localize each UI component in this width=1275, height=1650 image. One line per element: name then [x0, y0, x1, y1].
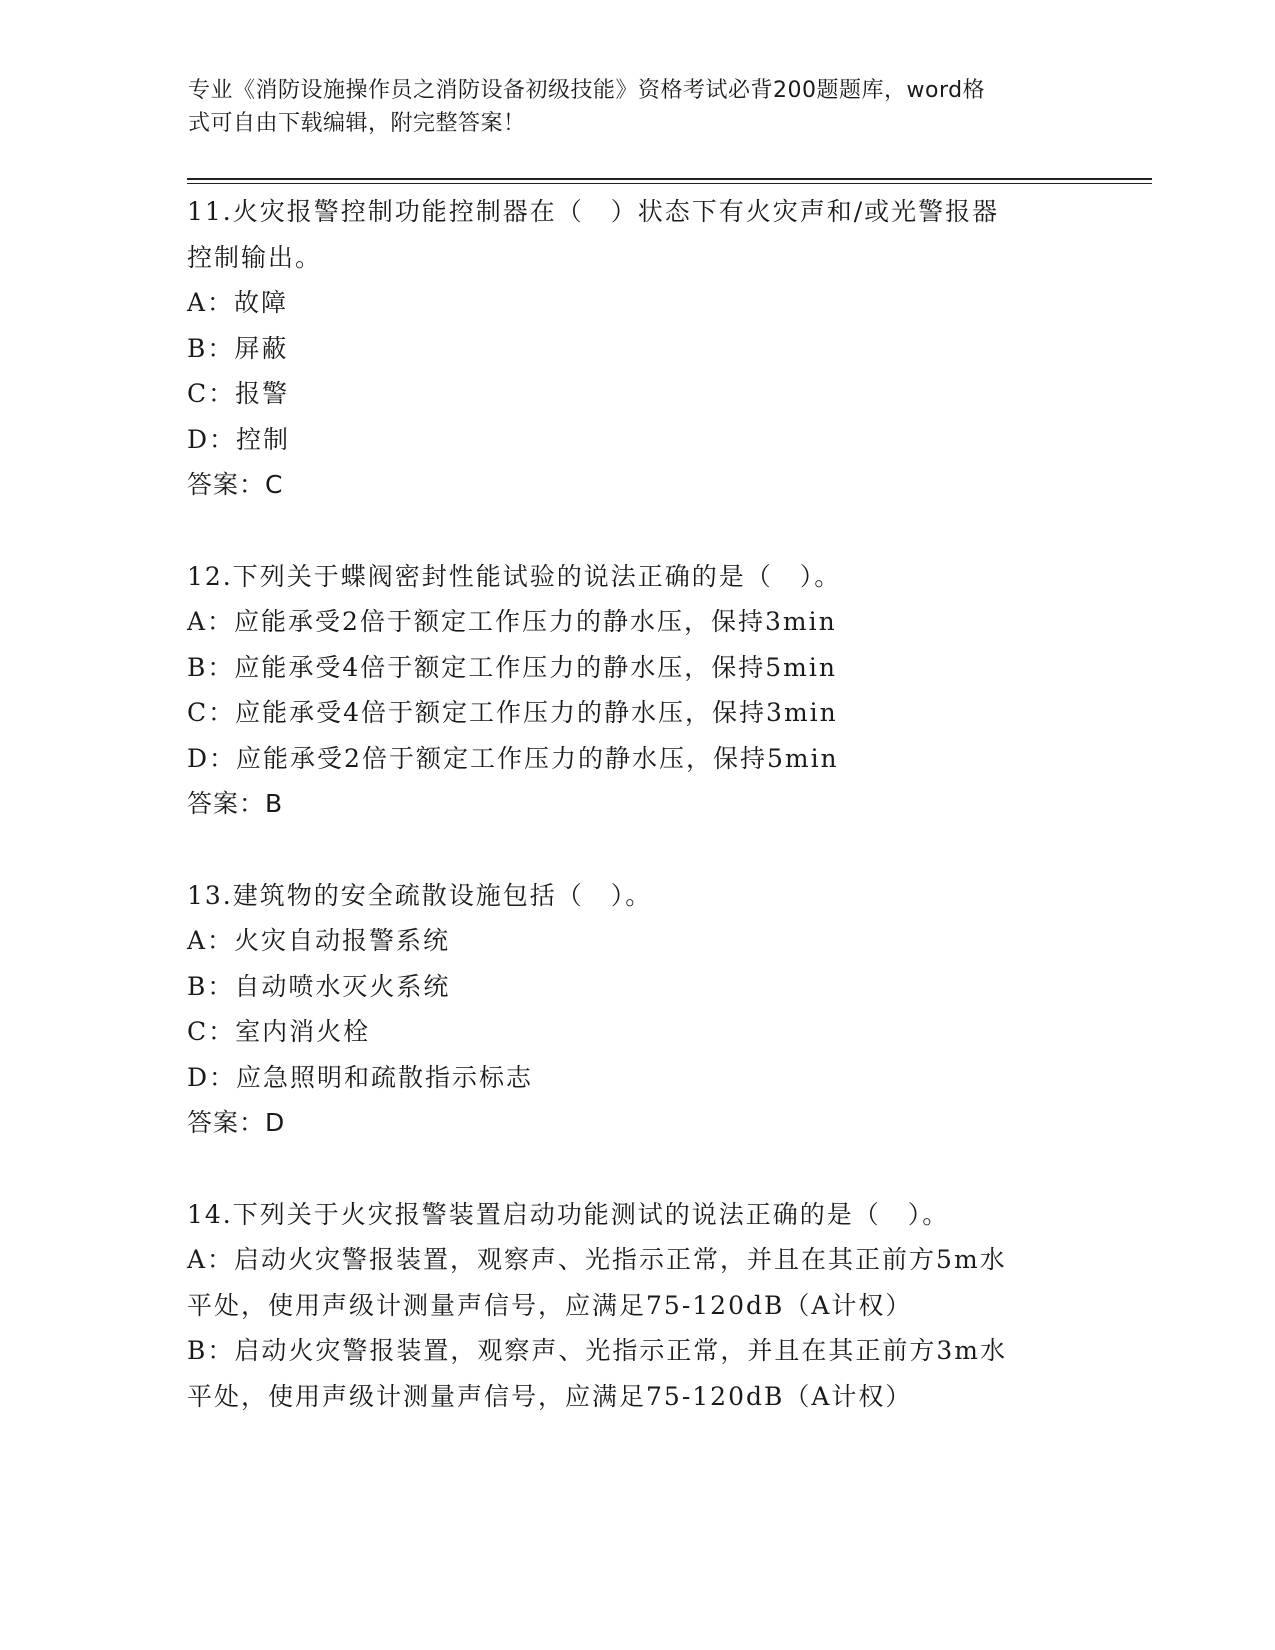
header-divider-thin — [187, 183, 1152, 184]
question-12 — [187, 554, 1067, 827]
option-a: A：故障 — [187, 288, 289, 317]
question-list — [187, 189, 1067, 1465]
question-13 — [187, 873, 1067, 1146]
question-stem: 14.下列关于火灾报警装置启动功能测试的说法正确的是（ ）。 — [187, 1199, 950, 1229]
question-14 — [187, 1192, 1067, 1420]
option-d: D：控制 — [187, 424, 291, 454]
option-a: A：火灾自动报警系统 — [187, 926, 451, 955]
option-a-continued: 平处，使用声级计测量声信号，应满足75-120dB（A计权） — [187, 1290, 913, 1320]
question-stem: 13.建筑物的安全疏散设施包括（ ）。 — [187, 880, 653, 910]
option-a: A：应能承受2倍于额定工作压力的静水压，保持3min — [187, 607, 837, 636]
option-a: A：启动火灾警报装置，观察声、光指示正常，并且在其正前方5m水 — [187, 1245, 1007, 1274]
option-d: D：应急照明和疏散指示标志 — [187, 1062, 534, 1092]
option-c: C：应能承受4倍于额定工作压力的静水压，保持3min — [187, 698, 838, 727]
header-divider-thick — [187, 178, 1152, 180]
option-d: D：应能承受2倍于额定工作压力的静水压，保持5min — [187, 743, 839, 773]
question-stem: 11.火灾报警控制功能控制器在（ ）状态下有火灾声和/或光警报器 — [187, 197, 1000, 226]
document-header — [188, 74, 1068, 140]
option-b-continued: 平处，使用声级计测量声信号，应满足75-120dB（A计权） — [187, 1381, 913, 1411]
question-11 — [187, 189, 1067, 508]
option-c: C：报警 — [187, 379, 290, 408]
question-stem: 控制输出。 — [187, 242, 323, 272]
answer-line: 答案：C — [187, 470, 284, 499]
answer-line: 答案：B — [187, 789, 284, 818]
answer-line: 答案：D — [187, 1108, 286, 1137]
option-c: C：室内消火栓 — [187, 1017, 371, 1046]
option-b: B：屏蔽 — [187, 333, 289, 363]
question-stem: 12.下列关于蝶阀密封性能试验的说法正确的是（ ）。 — [187, 561, 842, 591]
option-b: B：应能承受4倍于额定工作压力的静水压，保持5min — [187, 652, 837, 682]
header-line-1: 专业《消防设施操作员之消防设备初级技能》资格考试必背200题题库，word格 — [188, 78, 986, 103]
option-b: B：启动火灾警报装置，观察声、光指示正常，并且在其正前方3m水 — [187, 1336, 1007, 1365]
header-line-2: 式可自由下载编辑，附完整答案！ — [188, 111, 526, 136]
option-b: B：自动喷水灭火系统 — [187, 971, 451, 1001]
